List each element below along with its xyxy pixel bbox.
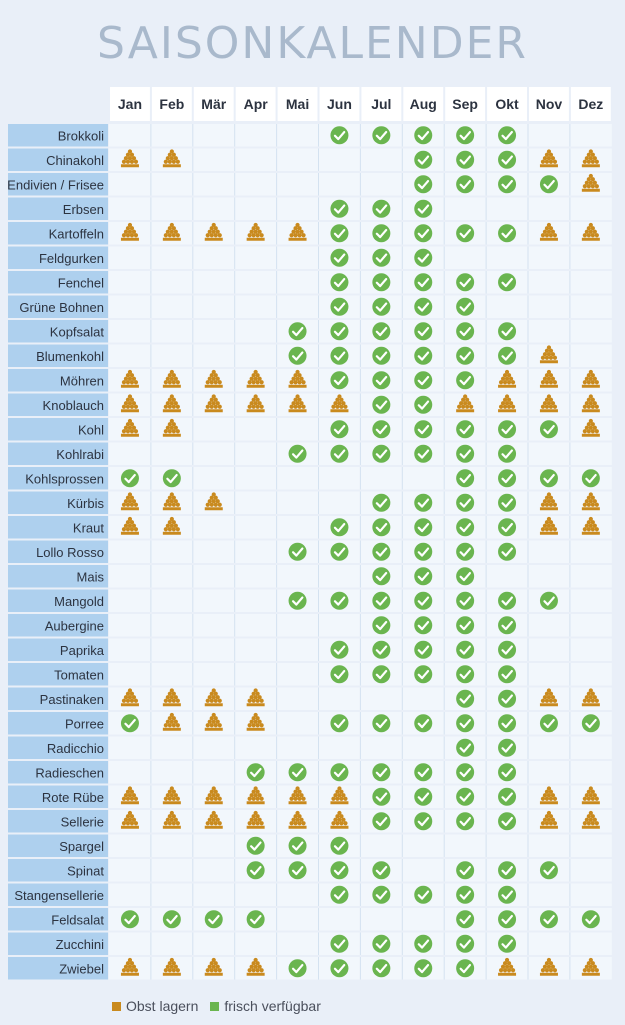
fresh-check-icon [456, 910, 474, 928]
fresh-check-icon [289, 837, 307, 855]
fresh-check-icon [289, 347, 307, 365]
fresh-check-icon [330, 886, 348, 904]
fresh-check-icon [582, 910, 600, 928]
row-label: Porree [64, 716, 104, 732]
fresh-check-icon [414, 763, 432, 781]
row-label: Rote Rübe [41, 789, 104, 805]
row-label: Knoblauch [42, 397, 104, 413]
month-header-4: Apr [243, 96, 268, 112]
fresh-check-icon [372, 567, 390, 585]
fresh-check-icon [414, 371, 432, 389]
fresh-check-icon [414, 273, 432, 291]
month-header-6: Jun [327, 96, 352, 112]
row-label: Mangold [54, 593, 104, 609]
fresh-check-icon [456, 543, 474, 561]
fresh-check-icon [414, 592, 432, 610]
row-label: Endivien / Frisee [7, 177, 104, 193]
fresh-check-icon [414, 126, 432, 144]
fresh-check-icon [414, 714, 432, 732]
fresh-check-icon [498, 126, 516, 144]
fresh-check-icon [372, 371, 390, 389]
fresh-check-icon [414, 420, 432, 438]
fresh-check-icon [330, 420, 348, 438]
row-label: Kohl [77, 422, 104, 438]
row-label: Kohlsprossen [25, 471, 104, 487]
fresh-check-icon [330, 322, 348, 340]
fresh-check-icon [456, 714, 474, 732]
fresh-check-icon [456, 665, 474, 683]
fresh-check-icon [330, 763, 348, 781]
row-label: Spargel [59, 838, 104, 854]
fresh-check-icon [540, 714, 558, 732]
fresh-check-icon [414, 298, 432, 316]
month-header-2: Feb [159, 96, 185, 112]
month-header-7: Jul [371, 96, 392, 112]
fresh-check-icon [414, 322, 432, 340]
fresh-check-icon [456, 420, 474, 438]
month-header-11: Nov [535, 96, 563, 112]
fresh-check-icon [498, 445, 516, 463]
fresh-check-icon [247, 763, 265, 781]
row-label: Lollo Rosso [36, 544, 104, 560]
fresh-check-icon [372, 812, 390, 830]
fresh-check-icon [498, 886, 516, 904]
fresh-check-icon [498, 151, 516, 169]
row-label: Grüne Bohnen [19, 299, 104, 315]
row-label: Radicchio [46, 740, 104, 756]
fresh-check-icon [414, 616, 432, 634]
fresh-check-icon [289, 445, 307, 463]
legend [112, 998, 333, 1014]
fresh-check-icon [414, 200, 432, 218]
fresh-check-icon [456, 126, 474, 144]
fresh-check-icon [372, 494, 390, 512]
month-header-1: Jan [117, 96, 143, 112]
fresh-check-icon [372, 273, 390, 291]
fresh-check-icon [330, 298, 348, 316]
legend-item-fresh [210, 998, 320, 1014]
fresh-check-icon [330, 273, 348, 291]
fresh-check-icon [540, 861, 558, 879]
fresh-check-icon [540, 469, 558, 487]
fresh-check-icon [456, 518, 474, 536]
legend-label-fresh: frisch verfügbar [224, 998, 321, 1014]
fresh-check-icon [498, 665, 516, 683]
row-label: Möhren [59, 373, 104, 389]
row-label: Tomaten [54, 667, 104, 683]
fresh-check-icon [372, 714, 390, 732]
row-label: Paprika [59, 642, 104, 658]
fresh-check-icon [289, 861, 307, 879]
month-header-3: Mär [201, 96, 227, 112]
row-label: Radieschen [35, 765, 104, 781]
fresh-check-icon [498, 273, 516, 291]
fresh-check-icon [456, 763, 474, 781]
fresh-check-icon [372, 445, 390, 463]
fresh-check-icon [498, 763, 516, 781]
fresh-check-icon [163, 910, 181, 928]
fresh-check-icon [498, 739, 516, 757]
fresh-check-icon [498, 494, 516, 512]
fresh-check-icon [330, 592, 348, 610]
fresh-check-icon [372, 592, 390, 610]
fresh-check-icon [498, 420, 516, 438]
fresh-check-icon [372, 959, 390, 977]
fresh-check-icon [414, 396, 432, 414]
fresh-check-icon [330, 959, 348, 977]
fresh-check-icon [372, 518, 390, 536]
fresh-check-icon [330, 641, 348, 659]
fresh-check-icon [330, 543, 348, 561]
fresh-check-icon [372, 543, 390, 561]
fresh-check-icon [498, 592, 516, 610]
fresh-check-icon [456, 567, 474, 585]
fresh-check-icon [289, 959, 307, 977]
fresh-check-icon [372, 224, 390, 242]
fresh-check-icon [456, 861, 474, 879]
fresh-check-icon [414, 445, 432, 463]
fresh-check-icon [582, 469, 600, 487]
fresh-check-icon [498, 616, 516, 634]
fresh-check-icon [456, 445, 474, 463]
fresh-check-icon [456, 469, 474, 487]
fresh-check-icon [372, 788, 390, 806]
fresh-check-icon [498, 910, 516, 928]
fresh-check-icon [330, 445, 348, 463]
fresh-check-icon [414, 249, 432, 267]
fresh-check-icon [372, 347, 390, 365]
fresh-check-icon [372, 641, 390, 659]
fresh-check-icon [414, 812, 432, 830]
fresh-check-icon [372, 298, 390, 316]
row-label: Stangensellerie [14, 887, 104, 903]
fresh-check-icon [498, 788, 516, 806]
row-label: Feldsalat [51, 912, 104, 928]
row-label: Erbsen [62, 201, 104, 217]
fresh-check-icon [456, 690, 474, 708]
fresh-check-icon [414, 151, 432, 169]
row-label: Fenchel [57, 275, 104, 291]
row-label: Sellerie [60, 814, 104, 830]
row-label: Brokkoli [57, 128, 104, 144]
fresh-check-icon [205, 910, 223, 928]
month-header-5: Mai [285, 96, 310, 112]
row-label: Kartoffeln [48, 226, 104, 242]
fresh-check-icon [498, 690, 516, 708]
fresh-check-icon [414, 494, 432, 512]
month-header-9: Sep [452, 96, 478, 112]
month-header-12: Dez [578, 96, 604, 112]
fresh-check-icon [330, 861, 348, 879]
fresh-check-icon [456, 322, 474, 340]
fresh-check-icon [372, 763, 390, 781]
fresh-check-icon [330, 518, 348, 536]
fresh-check-icon [372, 322, 390, 340]
row-label: Spinat [67, 863, 104, 879]
legend-swatch-fresh [210, 1002, 219, 1011]
fresh-check-icon [372, 396, 390, 414]
row-label: Kürbis [67, 495, 104, 511]
fresh-check-icon [498, 641, 516, 659]
fresh-check-icon [498, 861, 516, 879]
row-label: Kraut [72, 520, 104, 536]
fresh-check-icon [456, 494, 474, 512]
fresh-check-icon [456, 371, 474, 389]
fresh-check-icon [498, 812, 516, 830]
fresh-check-icon [414, 543, 432, 561]
fresh-check-icon [330, 347, 348, 365]
fresh-check-icon [498, 347, 516, 365]
month-header-8: Aug [409, 96, 437, 112]
row-label: Blumenkohl [36, 348, 104, 364]
fresh-check-icon [330, 665, 348, 683]
fresh-check-icon [540, 175, 558, 193]
row-label: Mais [76, 569, 104, 585]
fresh-check-icon [456, 959, 474, 977]
fresh-check-icon [456, 886, 474, 904]
fresh-check-icon [163, 469, 181, 487]
fresh-check-icon [330, 837, 348, 855]
fresh-check-icon [414, 788, 432, 806]
row-label: Kopfsalat [49, 324, 104, 340]
fresh-check-icon [372, 935, 390, 953]
row-label: Aubergine [44, 618, 104, 634]
fresh-check-icon [456, 273, 474, 291]
fresh-check-icon [247, 837, 265, 855]
fresh-check-icon [456, 739, 474, 757]
fresh-check-icon [498, 224, 516, 242]
fresh-check-icon [498, 543, 516, 561]
fresh-check-icon [456, 298, 474, 316]
fresh-check-icon [330, 200, 348, 218]
row-label: Zwiebel [59, 961, 104, 977]
fresh-check-icon [456, 641, 474, 659]
row-label: Kohlrabi [56, 446, 104, 462]
fresh-check-icon [498, 175, 516, 193]
fresh-check-icon [498, 518, 516, 536]
fresh-check-icon [456, 151, 474, 169]
month-header-10: Okt [495, 96, 519, 112]
row-label: Feldgurken [38, 250, 104, 266]
fresh-check-icon [289, 322, 307, 340]
fresh-check-icon [540, 910, 558, 928]
fresh-check-icon [121, 910, 139, 928]
fresh-check-icon [330, 371, 348, 389]
fresh-check-icon [414, 641, 432, 659]
fresh-check-icon [372, 249, 390, 267]
fresh-check-icon [330, 126, 348, 144]
fresh-check-icon [289, 543, 307, 561]
row-label: Chinakohl [46, 152, 104, 168]
fresh-check-icon [540, 420, 558, 438]
fresh-check-icon [330, 935, 348, 953]
fresh-check-icon [456, 812, 474, 830]
fresh-check-icon [247, 910, 265, 928]
fresh-check-icon [498, 714, 516, 732]
page-title: SAISONKALENDER [97, 18, 528, 69]
row-label: Zucchini [55, 936, 104, 952]
fresh-check-icon [289, 592, 307, 610]
fresh-check-icon [414, 224, 432, 242]
fresh-check-icon [456, 175, 474, 193]
fresh-check-icon [372, 126, 390, 144]
legend-label-stored: Obst lagern [126, 998, 199, 1014]
fresh-check-icon [372, 665, 390, 683]
fresh-check-icon [456, 935, 474, 953]
fresh-check-icon [456, 592, 474, 610]
legend-item-stored [112, 998, 198, 1014]
fresh-check-icon [498, 935, 516, 953]
fresh-check-icon [330, 224, 348, 242]
fresh-check-icon [414, 665, 432, 683]
fresh-check-icon [330, 249, 348, 267]
fresh-check-icon [330, 714, 348, 732]
fresh-check-icon [498, 322, 516, 340]
fresh-check-icon [582, 714, 600, 732]
fresh-check-icon [498, 469, 516, 487]
fresh-check-icon [372, 420, 390, 438]
row-label: Pastinaken [39, 691, 104, 707]
fresh-check-icon [540, 592, 558, 610]
fresh-check-icon [414, 959, 432, 977]
fresh-check-icon [414, 347, 432, 365]
legend-swatch-stored [112, 1002, 121, 1011]
fresh-check-icon [414, 935, 432, 953]
fresh-check-icon [456, 347, 474, 365]
fresh-check-icon [372, 616, 390, 634]
fresh-check-icon [372, 200, 390, 218]
fresh-check-icon [456, 788, 474, 806]
fresh-check-icon [372, 861, 390, 879]
fresh-check-icon [414, 175, 432, 193]
fresh-check-icon [289, 763, 307, 781]
fresh-check-icon [121, 714, 139, 732]
fresh-check-icon [414, 518, 432, 536]
fresh-check-icon [121, 469, 139, 487]
fresh-check-icon [372, 886, 390, 904]
fresh-check-icon [414, 886, 432, 904]
fresh-check-icon [247, 861, 265, 879]
fresh-check-icon [414, 567, 432, 585]
fresh-check-icon [456, 224, 474, 242]
fresh-check-icon [456, 616, 474, 634]
